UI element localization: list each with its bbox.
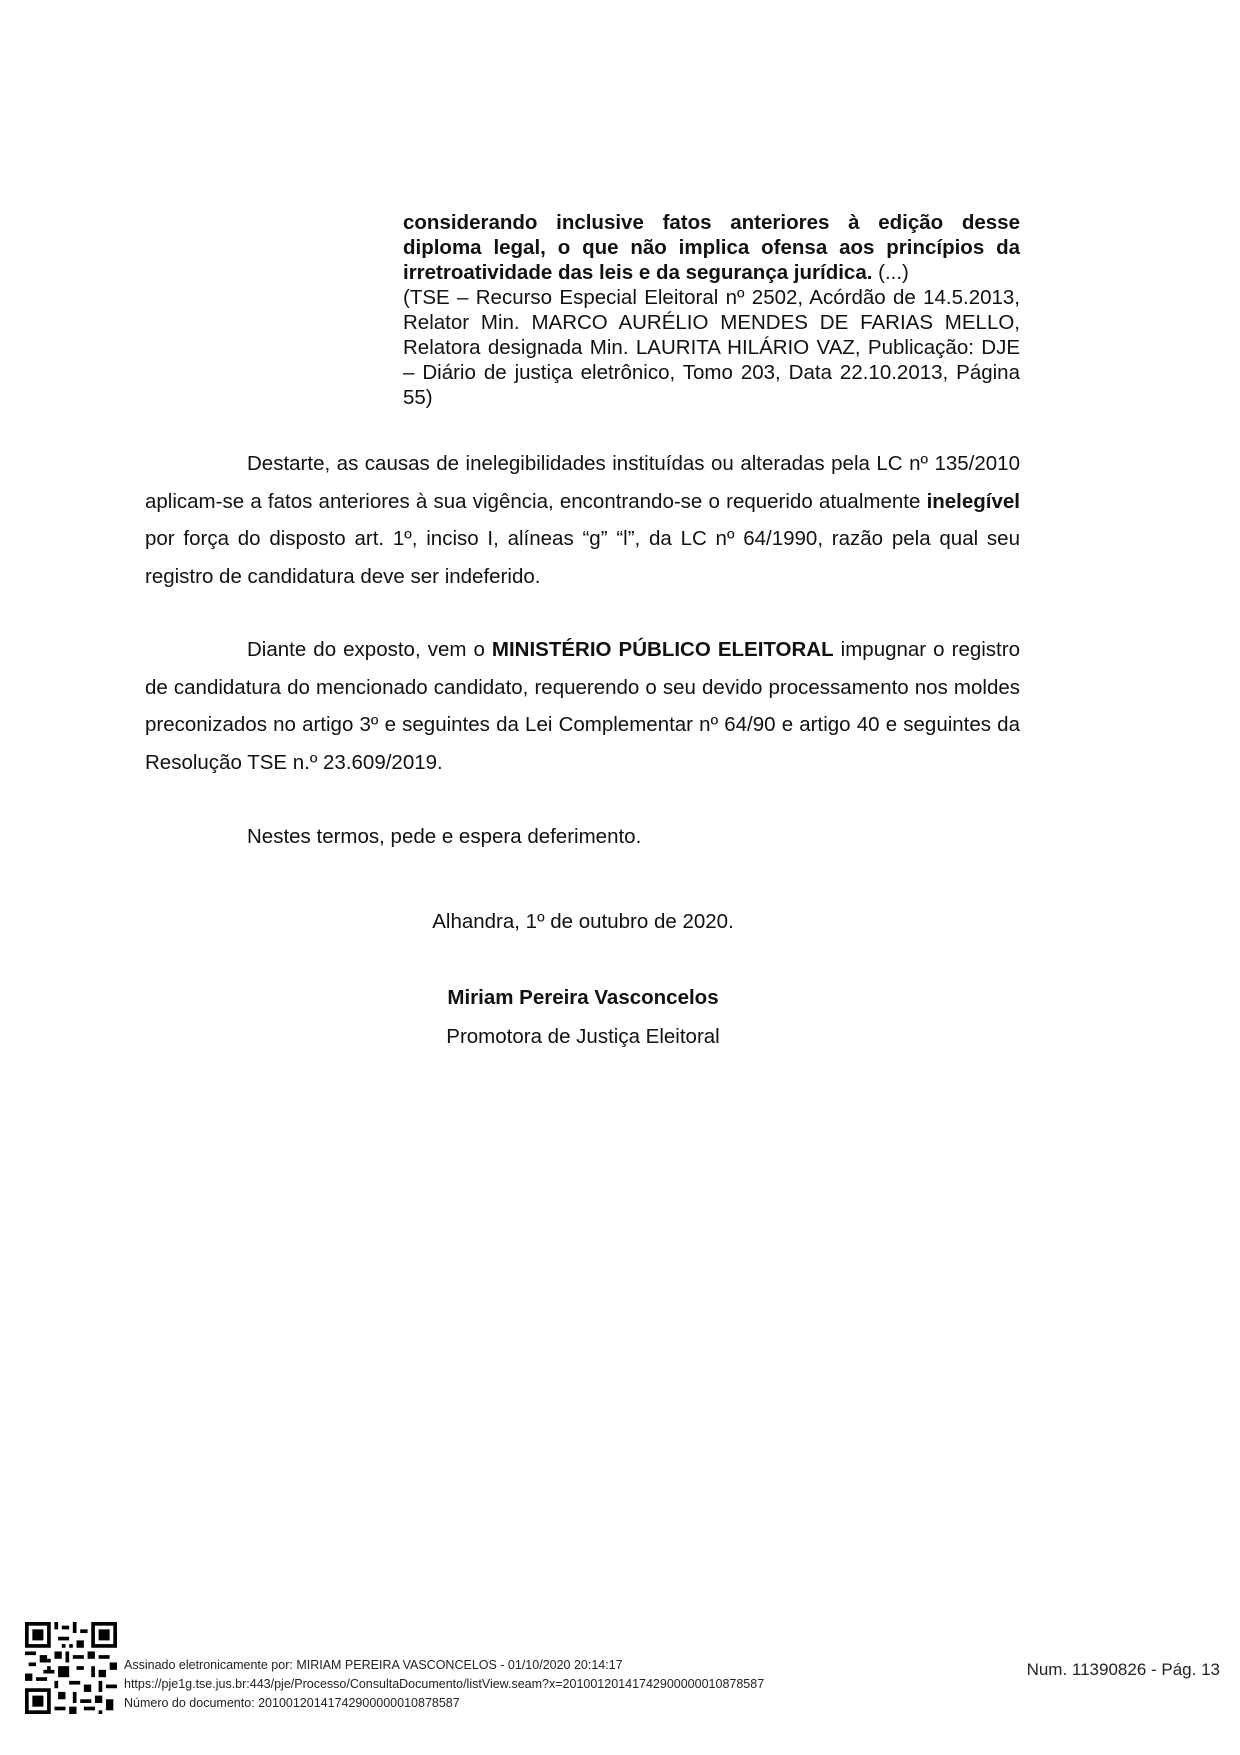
paragraph-1-part-1: Destarte, as causas de inelegibilidades instituídas ou alteradas pela LC nº 135/2010 aplicam-se a fatos anteriores à sua vigência, encontrando-se o requerido atualmente — [145, 452, 1020, 513]
block-quote — [403, 210, 1020, 410]
quote-bold-text: considerando inclusive fatos anteriores à edição desse diploma legal, o que não implica ofensa aos princípios da irretroatividade das leis e da segurança jurídica. — [403, 211, 1020, 284]
footer-url[interactable]: https://pje1g.tse.jus.br:443/pje/Processo/ConsultaDocumento/listView.seam?x=20100120141742900000010878587 — [124, 1677, 765, 1691]
paragraph-diante — [145, 631, 1020, 781]
signer-title: Promotora de Justiça Eleitoral — [446, 1025, 720, 1048]
quote-citation: (TSE – Recurso Especial Eleitoral nº 2502, Acórdão de 14.5.2013, Relator Min. MARCO AURÉLIO MENDES DE FARIAS MELLO, Relatora designada Min. LAURITA HILÁRIO VAZ, Publicação: DJE – Diário de justiça eletrônico, Tomo 203, Data 22.10.2013, Página 55) — [403, 286, 1020, 409]
paragraph-2-part-2: impugnar o registro de candidatura do mencionado candidato, requerendo o seu devido processamento nos moldes preconizados no artigo 3º e seguintes da Lei Complementar nº 64/90 e artigo 40 e seguintes da Resolução TSE n.º 23.609/2019. — [145, 638, 1020, 774]
quote-text — [403, 210, 1020, 285]
signature-footer — [124, 1656, 764, 1713]
footer-doc-number: Número do documento: 20100120141742900000010878587 — [124, 1696, 460, 1710]
closing-line: Nestes termos, pede e espera deferimento. — [247, 825, 642, 848]
paragraph-1-part-2: por força do disposto art. 1º, inciso I, alíneas “g” “l”, da LC nº 64/1990, razão pela qual seu registro de candidatura deve ser indeferido. — [145, 527, 1020, 588]
quote-ellipsis: (...) — [872, 261, 909, 284]
paragraph-1-bold: inelegível — [926, 489, 1020, 513]
footer-signed-by: Assinado eletronicamente por: MIRIAM PEREIRA VASCONCELOS - 01/10/2020 20:14:17 — [124, 1658, 623, 1672]
qr-code-icon — [25, 1622, 117, 1714]
paragraph-2-bold: MINISTÉRIO PÚBLICO ELEITORAL — [491, 638, 834, 661]
paragraph-2-part-1: Diante do exposto, vem o — [247, 638, 492, 661]
paragraph-destarte — [145, 445, 1020, 595]
place-date: Alhandra, 1º de outubro de 2020. — [432, 910, 734, 933]
signer-name: Miriam Pereira Vasconcelos — [447, 986, 719, 1009]
page-reference: Num. 11390826 - Pág. 13 — [1026, 1660, 1220, 1679]
